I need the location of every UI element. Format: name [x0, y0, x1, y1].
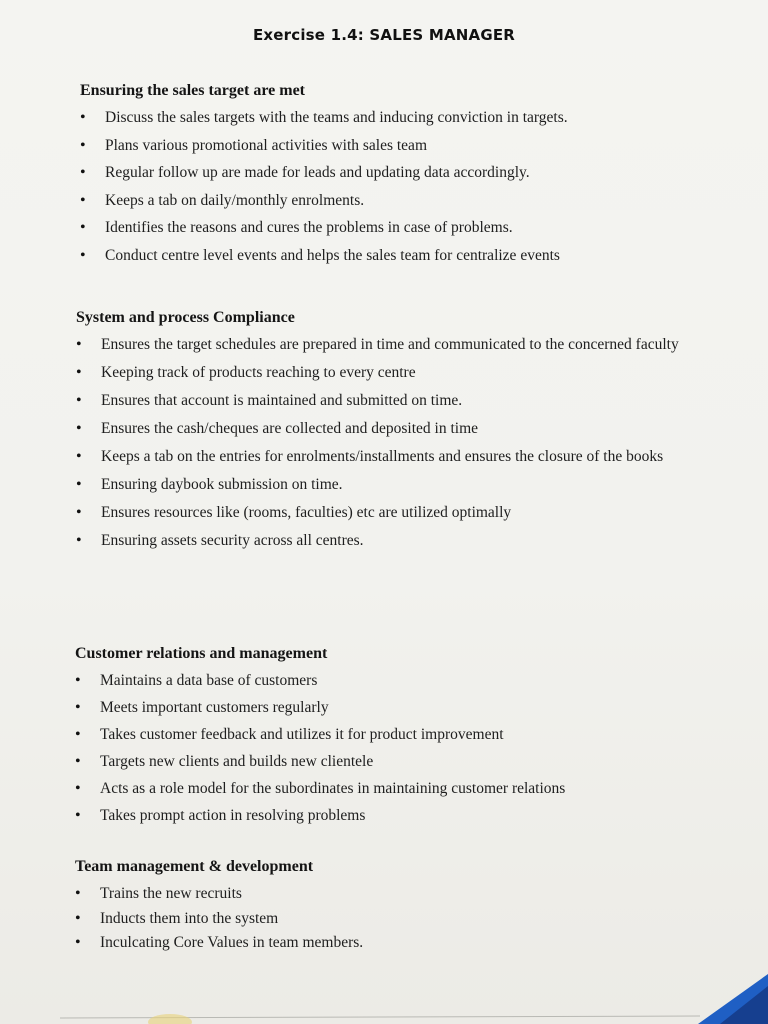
section-sales-targets — [80, 82, 730, 271]
list-item: • Takes prompt action in resolving problems — [75, 804, 725, 827]
section-heading: Ensuring the sales target are met — [80, 82, 305, 99]
list-item: • Ensures the target schedules are prepared in time and communicated to the concerned faculty — [76, 333, 736, 356]
list-item: • Ensures the cash/cheques are collected and deposited in time — [76, 417, 736, 440]
list-item: • Keeps a tab on daily/monthly enrolments. — [80, 189, 730, 212]
list-item: • Trains the new recruits — [75, 882, 725, 905]
list-item: • Discuss the sales targets with the teams and inducing conviction in targets. — [80, 106, 730, 129]
list-item: • Identifies the reasons and cures the problems in case of problems. — [80, 216, 730, 239]
list-item: • Targets new clients and builds new clientele — [75, 750, 725, 773]
list-item: • Meets important customers regularly — [75, 696, 725, 719]
list-item: • Regular follow up are made for leads and updating data accordingly. — [80, 161, 730, 184]
list-item: • Ensuring assets security across all centres. — [76, 529, 736, 552]
list-item: • Ensures that account is maintained and submitted on time. — [76, 389, 736, 412]
list-item: • Takes customer feedback and utilizes it for product improvement — [75, 723, 725, 746]
section-heading: System and process Compliance — [76, 309, 295, 326]
bullet-list — [75, 882, 725, 954]
page-edge-decoration — [0, 1010, 768, 1024]
list-item: • Inculcating Core Values in team members. — [75, 931, 725, 954]
list-item: • Acts as a role model for the subordinates in maintaining customer relations — [75, 777, 725, 800]
page-title: Exercise 1.4: SALES MANAGER — [252, 26, 516, 44]
bullet-list — [76, 333, 736, 552]
list-item: • Conduct centre level events and helps the sales team for centralize events — [80, 244, 730, 267]
bullet-list — [80, 106, 730, 267]
list-item: • Keeps a tab on the entries for enrolments/installments and ensures the closure of the books — [76, 445, 736, 468]
list-item: • Inducts them into the system — [75, 907, 725, 930]
section-heading: Team management & development — [75, 858, 314, 875]
section-heading: Customer relations and management — [75, 645, 328, 662]
list-item: • Ensures resources like (rooms, faculties) etc are utilized optimally — [76, 501, 736, 524]
list-item: • Maintains a data base of customers — [75, 669, 725, 692]
section-system-compliance — [76, 309, 736, 557]
list-item: • Plans various promotional activities with sales team — [80, 134, 730, 157]
corner-decoration — [658, 964, 768, 1024]
list-item: • Ensuring daybook submission on time. — [76, 473, 736, 496]
bullet-list — [75, 669, 725, 827]
list-item: • Keeping track of products reaching to every centre — [76, 361, 736, 384]
section-customer-relations — [75, 645, 725, 831]
section-team-management — [75, 858, 725, 956]
